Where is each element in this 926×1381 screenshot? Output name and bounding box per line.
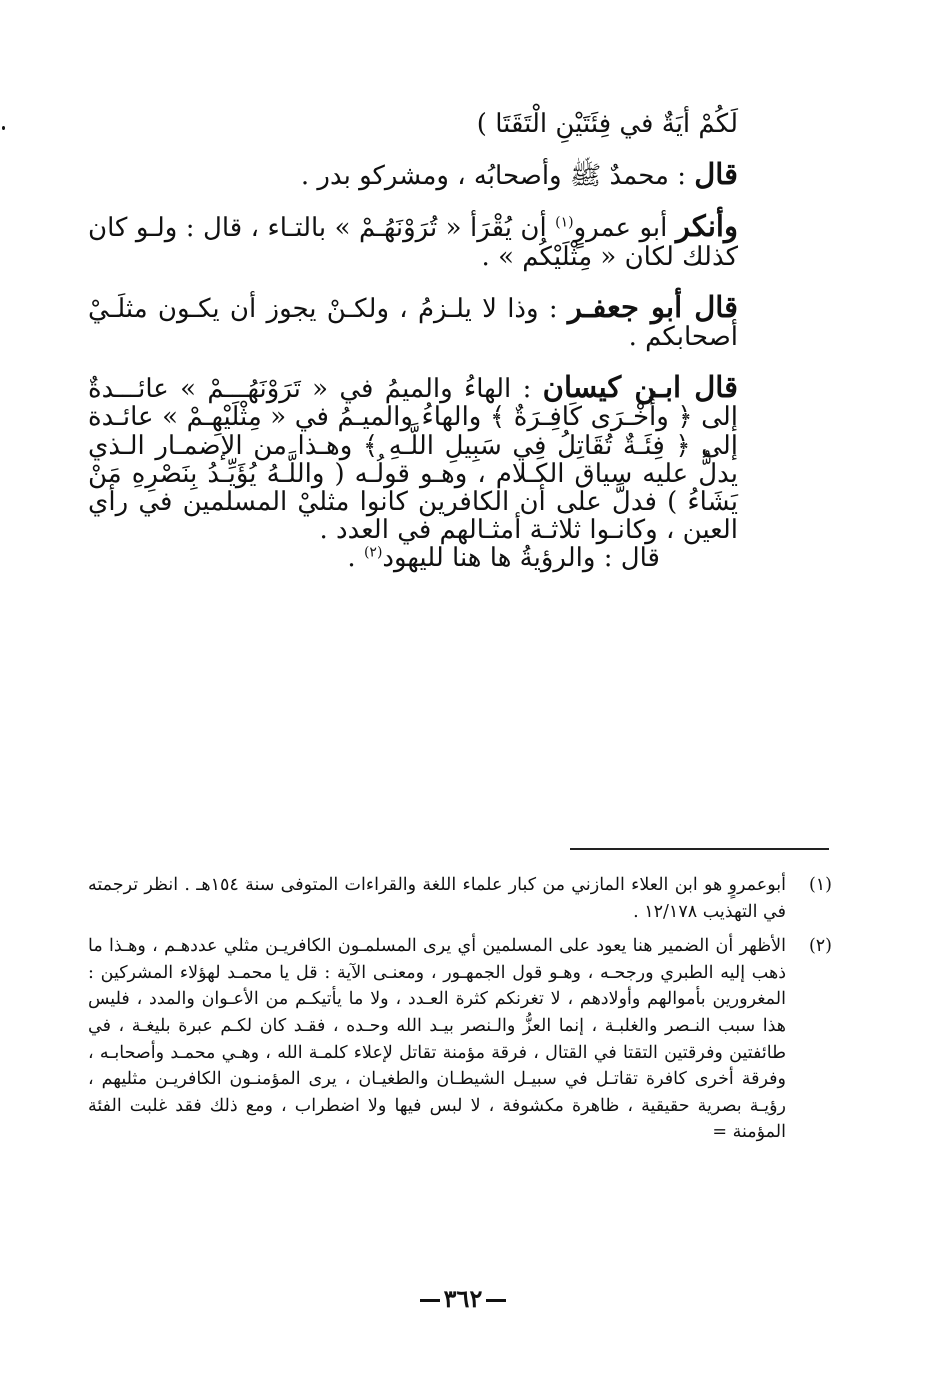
- page-number: [0, 1284, 926, 1313]
- page-number-value: ٣٦٢: [443, 1284, 483, 1313]
- footnotes: [88, 872, 832, 1154]
- paragraph-3-text-after: أن يُقْرَأ « تُرَوْنَهُـمْ » بالتـاء ، قال : ولـو كان كذلك لكان « مِثْلَيْكُم » .: [88, 213, 738, 272]
- paragraph-4-lead: قال أبو جعفـر: [567, 289, 738, 324]
- closing-line: [88, 544, 738, 572]
- footnote-separator: [570, 848, 829, 850]
- footnote-2-text: الأظهر أن الضمير هنا يعود على المسلمين أي يرى المسلمـون الكافريـن مثلي عددهـم ، وهـذا ما ذهب إليه الطبري ورجحـه ، وهـو قول الجمهـور ، ومعنـى الآية : قل يا محمـد لهؤلاء المشركين : المغرورين بأموالهم وأولادهم ، لا تغرنكم كثرة العـدد ، ولا ما يأتيكـم من الأعـوان والمدد ، فليس هذا سبب النـصر والغلبـة ، إنما العزُّ والـنصر بيـد الله وحـده ، فقـد كان لكـم عبرة بليغـة ، في طائفتين وفرقتين التقتا في القتال ، فرقة مؤمنة تقاتل لإعلاء كلمـة الله ، وهـي محمـد وأصحابـه ، وفرقة أخرى كافرة تقاتـل في سبيـل الشيطـان والطغيـان ، يرى المؤمنـون الكافريـن مثليهم ، رؤيـة بصرية حقيقية ، ظاهرة مكشوفة ، لا لبس فيها ولا اضطراب ، ومع ذلك فقد غلبت الفئة المؤمنة =: [88, 936, 787, 1143]
- footnote-2: [88, 933, 832, 1146]
- page-number-dash-right: [486, 1299, 506, 1302]
- footnote-1: [88, 872, 832, 925]
- footnote-1-number: (١): [808, 875, 832, 895]
- paragraph-3: [88, 211, 738, 270]
- footnote-1-text: أبوعمروٍ هو ابن العلاء المازني من كبار علماء اللغة والقراءات المتوفى سنة ١٥٤هـ . انظر ترجمته في التهذيب ١٢/١٧٨ .: [88, 875, 786, 922]
- footnote-2-number: (٢): [808, 936, 832, 957]
- scan-speck: [2, 126, 5, 130]
- paragraph-2: [88, 159, 738, 190]
- paragraph-3-text: أبو عمروٍ: [573, 213, 676, 244]
- footnote-ref-1[interactable]: (١): [555, 214, 574, 231]
- paragraph-2-text: : محمدٌ ﷺ وأصحابُه ، ومشركو بدر .: [300, 161, 695, 192]
- paragraph-1-text: لَكُمْ أيَةٌ في فِئَتَيْنِ الْتَقَتَا ): [476, 109, 738, 139]
- footnote-ref-2[interactable]: (٢): [363, 544, 383, 561]
- paragraph-5-lead: قال ابـن كيسان: [542, 370, 738, 405]
- paragraph-5: [88, 372, 738, 544]
- closing-line-text: قال : والرؤيةُ ها هنا لليهود: [382, 542, 660, 573]
- closing-line-text-after: .: [347, 542, 364, 573]
- paragraph-2-lead: قال: [694, 157, 738, 192]
- main-text: [88, 110, 738, 593]
- paragraph-1: [88, 110, 738, 138]
- paragraph-4-text: : وذا لا يلـزمُ ، ولكـنْ يجوز أن يكـون مثلَـيْ أصحابكم .: [88, 293, 738, 353]
- paragraph-3-lead: وأنكر: [675, 209, 738, 244]
- page-number-dash-left: [420, 1299, 440, 1302]
- paragraph-5-text: : الهاءُ والميمُ في « تَرَوْنَهُـــمْ » عائـــدةٌ إلى ﴿ وأُخْـرَى كَافِـرَةٌ ﴾ والهاءُ والميـمُ في « مِثْلَيْهِـمْ » عائـدة إلى ﴿ فِئَـةٌ تُقَاتِلُ فِي سَبِيلِ اللَّـهِ ﴾ وهـذا من الإضمـار الـذي يدلُّ عليه سياق الكـلام ، وهـو قولُـه ( واللَّـهُ يُؤَيِّـدُ بِنَصْرِهِ مَنْ يَشَاءُ ) فدلَّ على أن الكافرين كانوا مثليْ المسلمين في رأي العين ، وكانـوا ثلاثـة أمثـالهم في العدد .: [88, 374, 738, 545]
- paragraph-4: [88, 289, 738, 353]
